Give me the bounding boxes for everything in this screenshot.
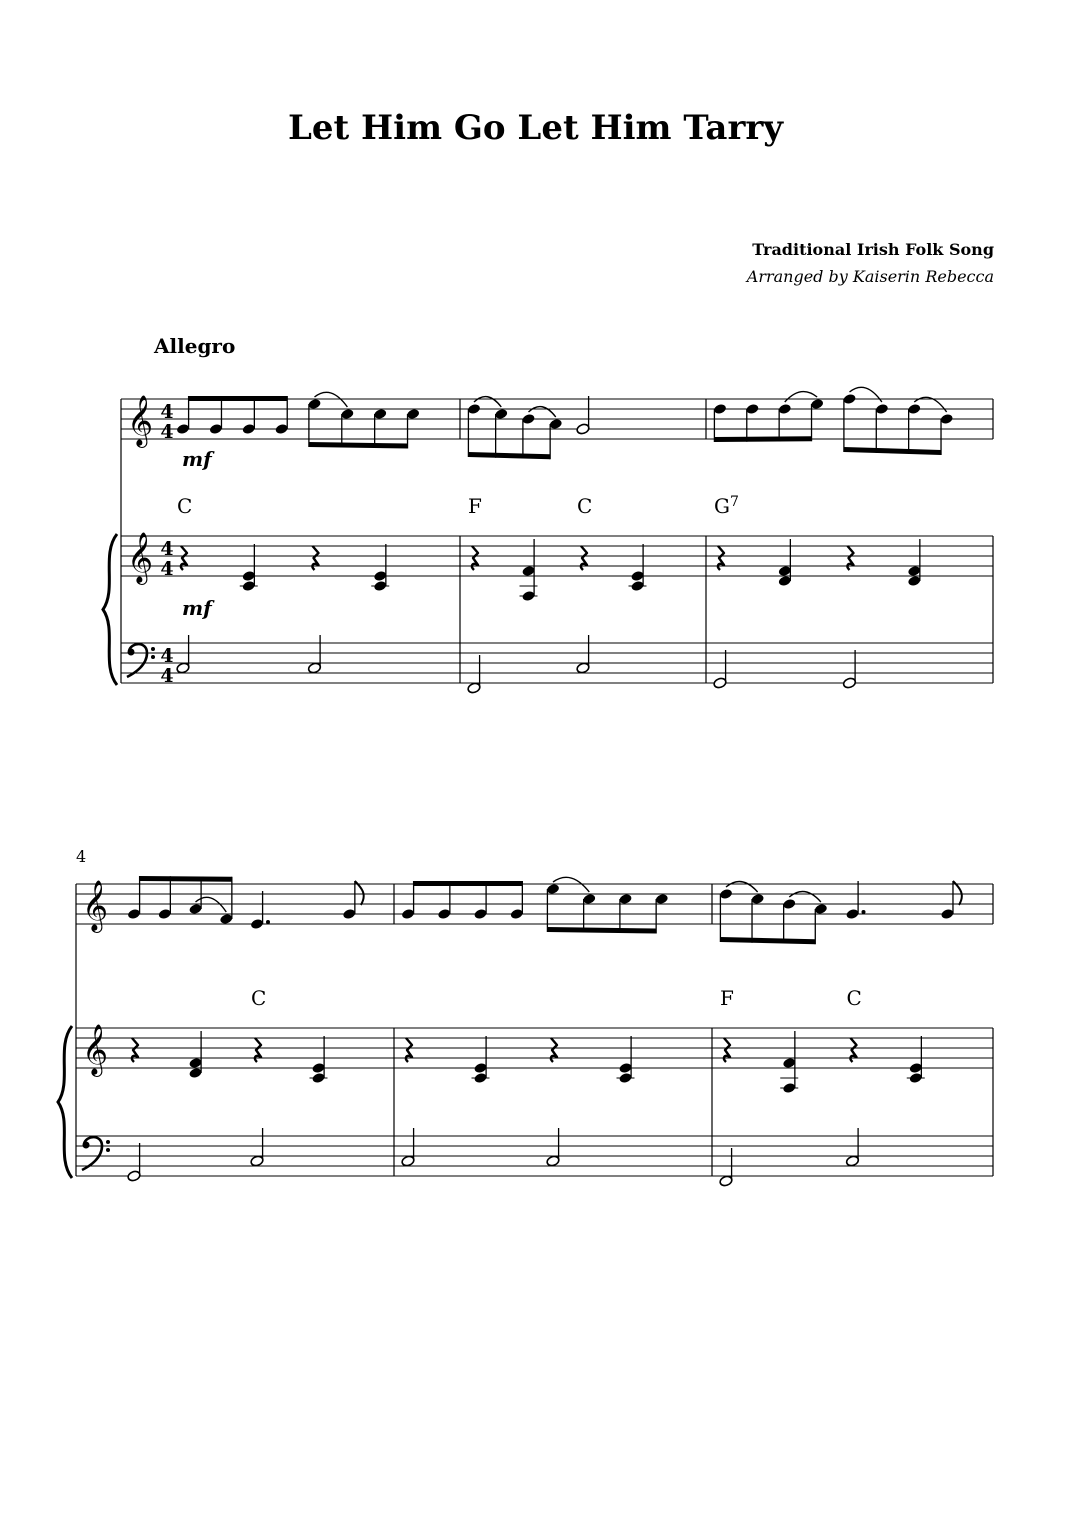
piano-brace	[58, 1026, 72, 1178]
beam	[189, 396, 288, 401]
dot	[862, 910, 866, 914]
chord-symbol: C	[251, 986, 267, 1010]
chord-symbol: C	[577, 494, 593, 518]
composer-credit: Traditional Irish Folk Song	[752, 240, 994, 259]
score-title: Let Him Go Let Him Tarry	[287, 108, 784, 148]
bass-clef-dot	[106, 1148, 110, 1152]
beam	[140, 876, 232, 882]
time-signature-bottom: 4	[160, 665, 174, 687]
bass-clef-dot	[128, 649, 135, 656]
beam	[468, 452, 550, 459]
treble-clef-icon: 𝄞	[82, 1024, 109, 1075]
dot	[266, 920, 270, 924]
chord-symbol: C	[846, 986, 862, 1010]
treble-clef-icon: 𝄞	[127, 395, 154, 446]
slur	[789, 892, 821, 902]
beam	[720, 937, 815, 944]
bass-clef-dot	[83, 1142, 90, 1149]
slur	[553, 877, 589, 892]
piano-brace	[103, 534, 117, 685]
chord-symbol: C	[177, 494, 193, 518]
arranger-credit: Arranged by Kaiserin Rebecca	[746, 267, 994, 286]
bass-clef-dot	[106, 1140, 110, 1144]
beam	[414, 881, 523, 886]
tempo-marking: Allegro	[154, 334, 236, 358]
time-signature-top: 4	[160, 538, 174, 560]
measure-number: 4	[76, 847, 87, 866]
bass-clef-icon	[127, 644, 155, 677]
bass-clef-icon	[82, 1137, 110, 1170]
note-flag	[355, 881, 364, 905]
treble-clef-icon: 𝄞	[82, 880, 109, 931]
chord-symbol: F	[468, 494, 482, 518]
bass-clef-dot	[151, 655, 155, 659]
beam	[547, 927, 656, 934]
beam	[844, 447, 941, 455]
bass-clef-dot	[151, 647, 155, 651]
dynamic-marking: mf	[182, 596, 212, 620]
time-signature-bottom: 4	[160, 558, 174, 580]
time-signature-bottom: 4	[160, 421, 174, 443]
treble-clef-icon: 𝄞	[127, 532, 154, 583]
beam	[714, 436, 811, 442]
dynamic-marking: mf	[182, 447, 212, 471]
beam	[309, 442, 408, 449]
chord-symbol: F	[720, 986, 734, 1010]
time-signature-top: 4	[160, 645, 174, 667]
slur	[785, 392, 817, 402]
chord-symbol: $G^7$	[714, 494, 739, 518]
slur	[726, 882, 758, 892]
time-signature-top: 4	[160, 401, 174, 423]
note-flag	[953, 881, 962, 905]
